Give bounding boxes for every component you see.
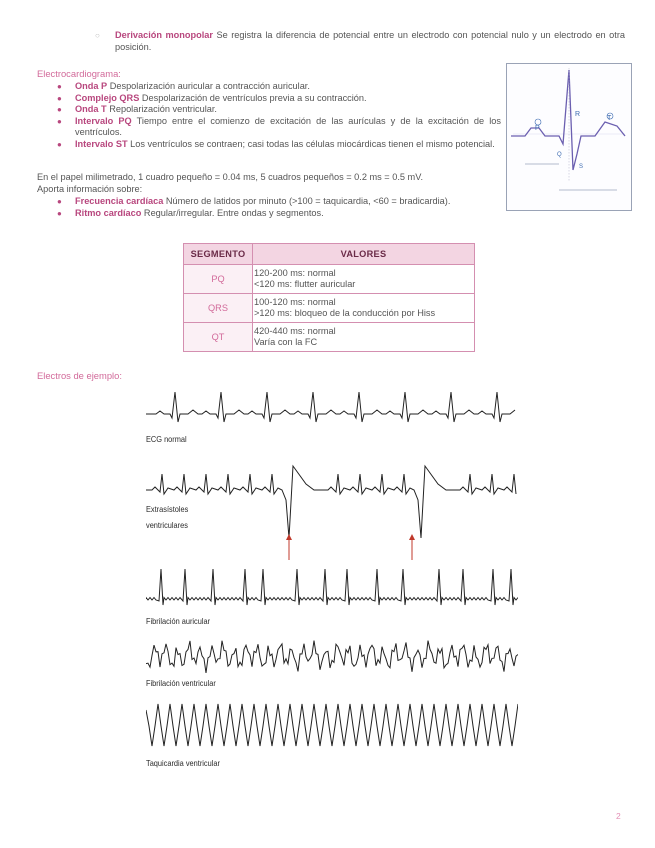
monopolar-lead-item xyxy=(95,30,625,53)
arrow-up-icon xyxy=(409,534,415,560)
cell-segment: QT xyxy=(184,323,253,352)
list-item-term: Complejo QRS xyxy=(75,92,140,103)
strip-label-normal: ECG normal xyxy=(146,434,187,444)
monopolar-lead-desc: Se registra la diferencia de potencial entre un electrodo con potencial nulo y un electrodo en otra posición. xyxy=(115,30,625,52)
list-item xyxy=(57,208,501,220)
list-item-term: Onda T xyxy=(75,104,107,114)
list-item-text: Repolarización ventricular. xyxy=(106,104,217,114)
figure-label-q: Q xyxy=(557,152,562,158)
strip-label-extrasystoles-2: ventriculares xyxy=(146,520,188,530)
list-item-term: Onda P xyxy=(75,81,108,91)
strip-label-atrial-fibrillation: Fibrilación auricular xyxy=(146,616,211,626)
arrow-up-icon xyxy=(286,534,292,560)
cell-values xyxy=(253,265,475,294)
ecg-strip-ventricular-fibrillation xyxy=(146,638,518,674)
value-line: 120-200 ms: normal xyxy=(254,267,336,278)
list-item-text: Regular/irregular. Entre ondas y segmentos. xyxy=(141,207,324,218)
list-item-term: Intervalo ST xyxy=(75,138,128,149)
figure-label-t: T xyxy=(607,115,612,122)
strip-label-ventricular-tachycardia: Taquicardia ventricular xyxy=(146,758,220,768)
list-item-text: Despolarización auricular a contracción auricular. xyxy=(107,81,310,91)
cell-values xyxy=(253,323,475,352)
segment-values-table xyxy=(183,243,475,352)
header-segmento: SEGMENTO xyxy=(184,244,253,265)
info-list xyxy=(57,196,501,219)
figure-label-r: R xyxy=(575,111,581,118)
ecg-strip-atrial-fibrillation xyxy=(146,565,518,610)
table-row xyxy=(184,265,475,294)
list-item-term: Ritmo cardíaco xyxy=(75,207,142,218)
table-row xyxy=(184,323,475,352)
info-intro: Aporta información sobre: xyxy=(37,184,143,194)
hollow-bullet-icon: ○ xyxy=(95,31,100,40)
header-valores: VALORES xyxy=(253,244,475,265)
paper-note: En el papel milimetrado, 1 cuadro pequeño = 0.04 ms, 5 cuadros pequeños = 0.2 ms = 0.5 mV. xyxy=(37,172,424,182)
list-item xyxy=(57,139,501,151)
ecg-waveform-diagram xyxy=(507,64,631,210)
list-item-text: Tiempo entre el comienzo de excitación de las aurículas y de la excitación de los ventrículos. xyxy=(75,115,501,137)
value-line: Varía con la FC xyxy=(254,337,318,347)
list-item xyxy=(57,81,501,93)
strip-label-ventricular-fibrillation: Fibrilación ventricular xyxy=(146,678,216,688)
table-row xyxy=(184,294,475,323)
figure-label-p: P xyxy=(535,125,540,132)
value-line: <120 ms: flutter auricular xyxy=(254,279,356,289)
ecg-waveform-figure xyxy=(506,63,632,211)
cell-segment: QRS xyxy=(184,294,253,323)
cell-segment: PQ xyxy=(184,265,253,294)
cell-values xyxy=(253,294,475,323)
examples-heading: Electros de ejemplo: xyxy=(37,370,122,381)
monopolar-lead-text xyxy=(115,30,625,53)
list-item xyxy=(57,104,501,116)
ecg-strip-extrasystoles xyxy=(146,460,518,560)
table-header-row xyxy=(184,244,475,265)
strip-label-extrasystoles: Extrasístoles xyxy=(146,504,189,514)
list-item-term: Frecuencia cardíaca xyxy=(75,196,164,206)
list-item xyxy=(57,196,501,208)
ecg-strip-normal xyxy=(146,388,518,428)
list-item xyxy=(57,116,501,139)
ecg-strip-ventricular-tachycardia xyxy=(146,700,518,750)
page-number: 2 xyxy=(616,811,621,821)
list-item xyxy=(57,93,501,105)
ecg-component-list xyxy=(57,81,501,150)
list-item-text: Despolarización de ventrículos previa a su contracción. xyxy=(139,92,367,103)
monopolar-lead-term: Derivación monopolar xyxy=(115,30,213,40)
ecg-heading: Electrocardiograma: xyxy=(37,68,121,79)
list-item-text: Número de latidos por minuto (>100 = taquicardia, <60 = bradicardia). xyxy=(163,196,451,206)
value-line: >120 ms: bloqueo de la conducción por Hiss xyxy=(254,308,436,318)
list-item-term: Intervalo PQ xyxy=(75,115,132,126)
list-item-text: Los ventrículos se contraen; casi todas las células miocárdicas tienen el mismo potencial. xyxy=(127,138,495,149)
value-line: 420-440 ms: normal xyxy=(254,325,336,336)
figure-label-s: S xyxy=(579,164,584,170)
value-line: 100-120 ms: normal xyxy=(254,296,336,307)
